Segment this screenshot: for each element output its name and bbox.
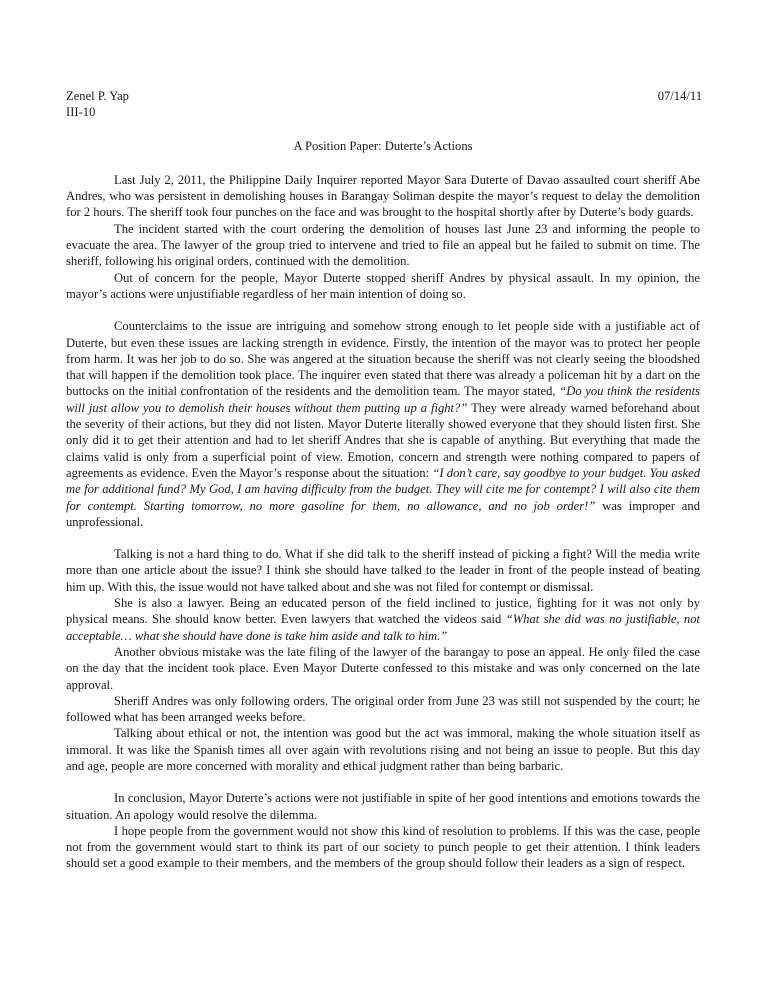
quoted-text: “I don’t care, say goodbye to your budget. You asked me for additional fund? My God, I am having difficulty from the budget. They will cite me for contempt? I will also cite them for contempt. Starting tomorrow, no more gasoline for them, no allowance, and no job order!” (66, 465, 700, 513)
paragraph (66, 725, 700, 774)
paragraph (66, 546, 700, 595)
paragraph (66, 172, 700, 221)
paragraph-text: Sheriff Andres was only following orders. The original order from June 23 was still not suspended by the court; he followed what has been arranged weeks before. (66, 693, 700, 725)
header-row (66, 88, 700, 104)
paragraph (66, 823, 700, 872)
class-section: III-10 (66, 105, 96, 120)
paragraph-text: I hope people from the government would not show this kind of resolution to problems. If this was the case, people not from the government would start to think its part of our society to punch people to get their attention. I think leaders should set a good example to their members, and the members of the group should follow their leaders as a sign of respect. (66, 823, 700, 871)
paragraph (66, 270, 700, 303)
paper-title: A Position Paper: Duterte’s Actions (293, 138, 473, 153)
document-page (66, 88, 700, 872)
paragraph-text: was improper and unprofessional. (66, 498, 700, 529)
paragraph (66, 318, 700, 530)
paragraph-text: Counterclaims to the issue are intriguing and somehow strong enough to let people side with a justifiable act of Duterte, but even these issues are lacking strength in evidence. Firstly, the intention of the mayor was to protect her people from harm. It was her job to do so. She was angered at the situation because the sheriff was not clearly seeing the bloodshed that will happen if the demolition took place. The inquirer even stated that there was already a policeman hit by a dart on the buttocks on the initial confrontation of the residents and the demolition team. The mayor stated, (66, 319, 700, 399)
document-date: 07/14/11 (657, 89, 702, 103)
paragraph-text: The incident started with the court ordering the demolition of houses last June 23 and informing the people to evacuate the area. The lawyer of the group tried to intervene and tried to file an appeal but he failed to submit on time. The sheriff, following his original orders, continued with the demolition. (66, 221, 700, 269)
author-name: Zenel P. Yap (66, 89, 129, 103)
paragraph-text: Talking is not a hard thing to do. What if she did talk to the sheriff instead of picking a fight? Will the media write more than one article about the issue? I think she should have talked to the leader in front of the people instead of beating him up. With this, the issue would not have talked about and she was not filed for contempt or dismissal. (66, 547, 700, 594)
paragraph (66, 595, 700, 644)
quoted-text: “What she did was no justifiable, not acceptable… what she should have done is take him aside and talk to him.” (66, 612, 700, 643)
paragraph (66, 790, 700, 823)
quoted-text: “Do you think the residents will just allow you to demolish their houses without them putting up a fight?” (66, 384, 701, 415)
paragraph-text: Last July 2, 2011, the Philippine Daily Inquirer reported Mayor Sara Duterte of Davao assaulted court sheriff Abe Andres, who was persistent in demolishing houses in Barangay Soliman despite the mayor’s request to delay the demolition for 2 hours. The sheriff took four punches on the face and was brought to the hospital shortly after by Duterte’s body guards. (66, 172, 700, 220)
paragraph-text: They were already warned beforehand about the severity of their actions, but they did not listen. Mayor Duterte literally showed everyone that they should listen first. She only did it to get their attention and had to let sheriff Andres that she is capable of anything. But everything that made the claims valid is only from a superficial point of view. Emotion, concern and strength were nothing compared to papers of agreements as evidence. Even the Mayor’s response about the situation: (66, 400, 700, 480)
paragraph (66, 693, 700, 726)
paragraph-text: Out of concern for the people, Mayor Duterte stopped sheriff Andres by physical assault. In my opinion, the mayor’s actions were unjustifiable regardless of her main intention of doing so. (66, 270, 700, 301)
paragraph-text: Talking about ethical or not, the intention was good but the act was immoral, making the whole situation itself as immoral. It was like the Spanish times all over again with revolutions rising and not being an issue to people. But this day and age, people are more concerned with morality and ethical judgment rather than being barbaric. (66, 726, 700, 773)
paragraph-text: Another obvious mistake was the late filing of the lawyer of the barangay to pose an appeal. He only filed the case on the day that the incident took place. Even Mayor Duterte confessed to this mistake and was only concerned on the late approval. (66, 644, 700, 692)
body-text (66, 172, 700, 872)
paragraph (66, 644, 700, 693)
paragraph-text: In conclusion, Mayor Duterte’s actions were not justifiable in spite of her good intentions and emotions towards the situation. An apology would resolve the dilemma. (66, 791, 700, 822)
paragraph-text: She is also a lawyer. Being an educated person of the field inclined to justice, fighting for it was not only by physical means. She should know better. Even lawyers that watched the videos said (66, 596, 700, 627)
paragraph (66, 221, 700, 270)
